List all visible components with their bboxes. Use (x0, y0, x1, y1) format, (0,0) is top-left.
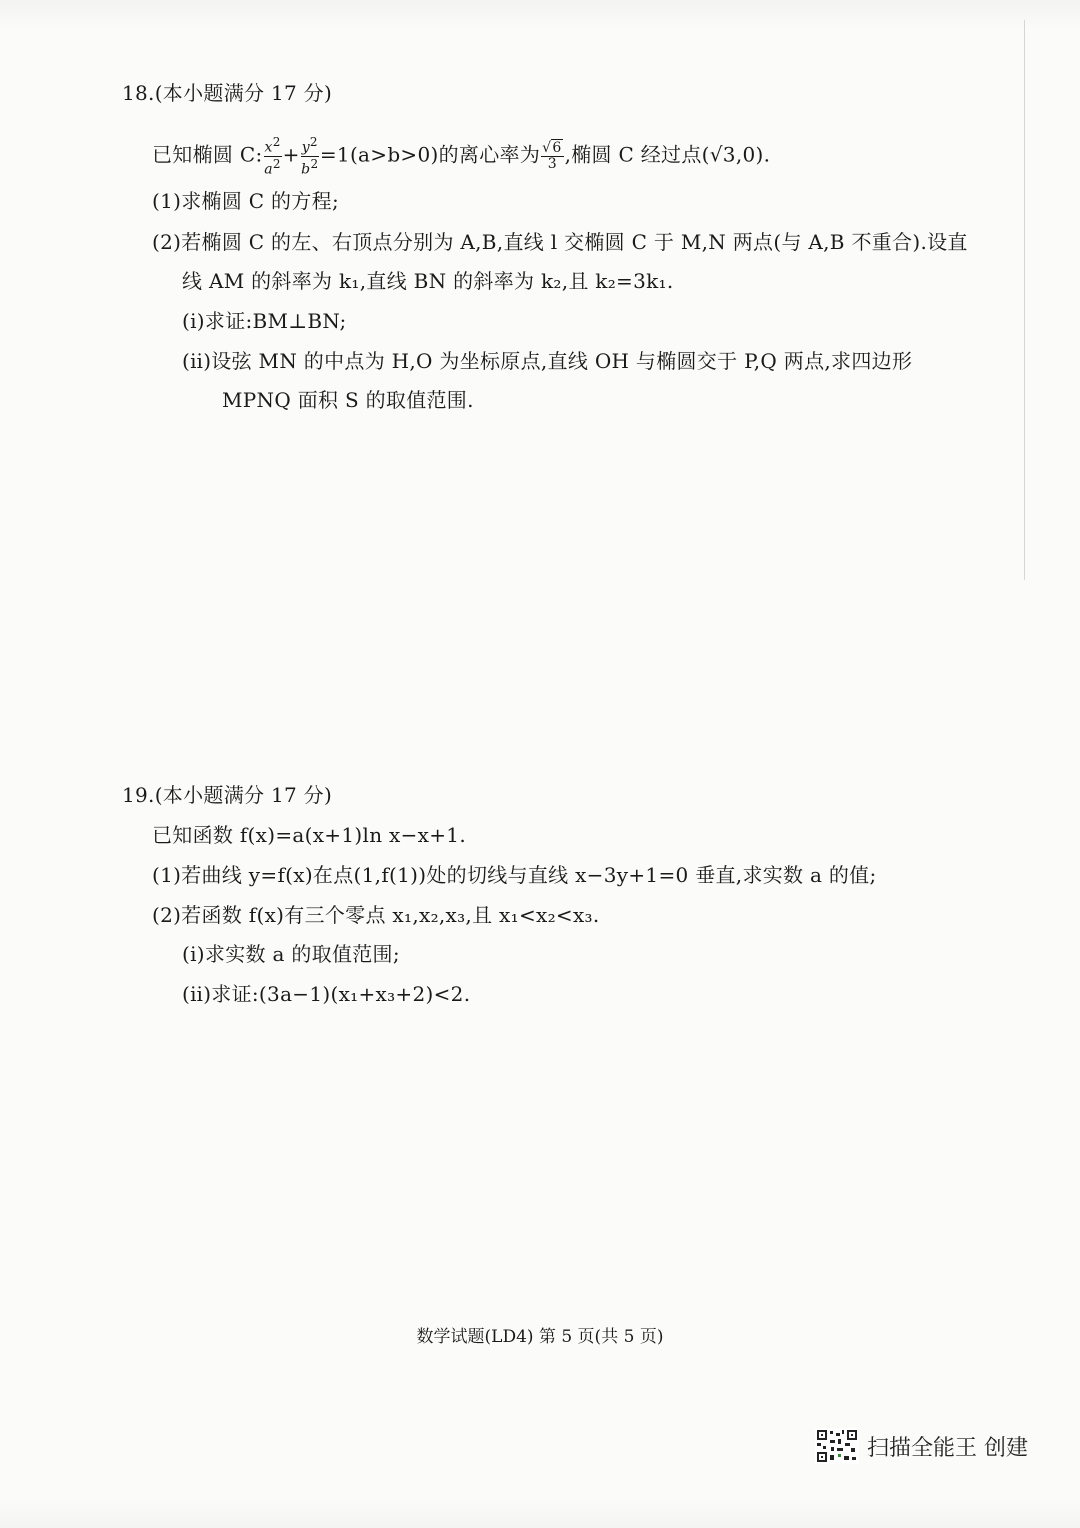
q18-part1: (1)求椭圆 C 的方程; (152, 189, 339, 213)
qr-code-icon (815, 1428, 859, 1464)
q19-part2-i: (ⅰ)求实数 a 的取值范围; (182, 942, 400, 966)
scan-edge-line (1024, 20, 1025, 580)
q18-header: 18.(本小题满分 17 分) (122, 81, 333, 105)
frac-y2-b2: $\frac{y^2}{b^2}$ (301, 135, 319, 178)
frac-x2-a2: $\frac{x^2}{a^2}$ (264, 135, 281, 178)
q18-part2-line1: (2)若椭圆 C 的左、右顶点分别为 A,B,直线 l 交椭圆 C 于 M,N 两点(与 A,B 不重合).设直 (152, 230, 968, 254)
scanner-watermark (815, 1428, 1028, 1464)
watermark-text: 扫描全能王 创建 (867, 1435, 1028, 1461)
q19-part2-ii: (ⅱ)求证:(3a−1)(x₁+x₃+2)<2. (182, 982, 471, 1006)
frac-sqrt6-3: $\frac{√6}{3}$ (542, 139, 562, 172)
q19-part2: (2)若函数 f(x)有三个零点 x₁,x₂,x₃,且 x₁<x₂<x₃. (152, 903, 600, 927)
q19-header: 19.(本小题满分 17 分) (122, 783, 333, 807)
q19-part1: (1)若曲线 y=f(x)在点(1,f(1))处的切线与直线 x−3y+1=0 垂直,求实数 a 的值; (152, 863, 877, 887)
page-footer: 数学试题(LD4) 第 5 页(共 5 页) (416, 1327, 664, 1347)
q18-part2-i: (ⅰ)求证:BM⊥BN; (182, 309, 347, 333)
q18-part2-ii-line1: (ⅱ)设弦 MN 的中点为 H,O 为坐标原点,直线 OH 与椭圆交于 P,Q 两点,求四边形 (182, 349, 913, 373)
q18-stem: 已知椭圆 C: $\frac{x^2}{a^2}$ + $\frac{y^2}{b^2}$ =1(a>b>0)的离心率为 $\frac{√6}{3}$ ,椭圆 C 经过点(√3,0). (152, 135, 771, 178)
q18-stem-post: ,椭圆 C 经过点(√3,0). (564, 142, 771, 167)
q18-part2-line2: 线 AM 的斜率为 k₁,直线 BN 的斜率为 k₂,且 k₂=3k₁. (182, 269, 674, 293)
q18-part2-ii-line2: MPNQ 面积 S 的取值范围. (222, 388, 474, 412)
q19-stem: 已知函数 f(x)=a(x+1)ln x−x+1. (152, 823, 466, 847)
q18-ecc-mid: =1(a>b>0)的离心率为 (319, 142, 541, 167)
q18-stem-pre: 已知椭圆 C: (152, 142, 263, 167)
